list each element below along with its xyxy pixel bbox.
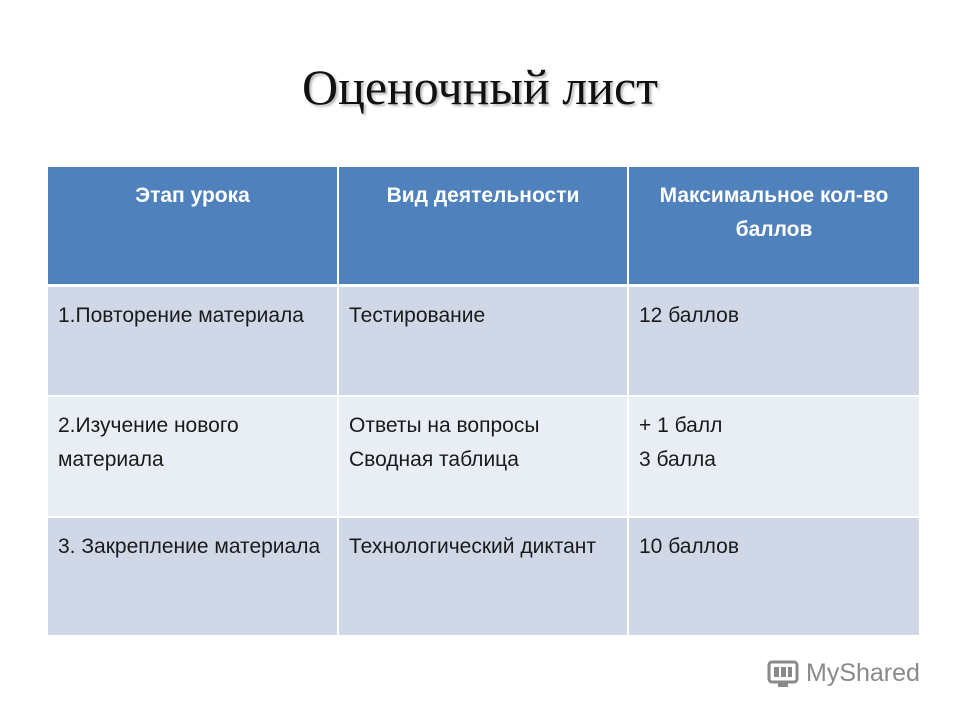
- cell-activity: [338, 396, 628, 517]
- myshared-logo-icon: [766, 656, 800, 690]
- activity-line: Технологический диктант: [349, 535, 597, 558]
- points-line: 3 балла: [639, 448, 716, 471]
- cell-points: [628, 517, 919, 636]
- activity-line: Сводная таблица: [349, 448, 519, 471]
- cell-points: [628, 396, 919, 517]
- cell-points: [628, 285, 919, 396]
- header-max-points: Максимальное кол-во баллов: [628, 167, 919, 285]
- table-row: [48, 285, 919, 396]
- table-row: [48, 517, 919, 636]
- slide-title: Оценочный лист: [301, 59, 659, 115]
- cell-stage: 2.Изучение нового материала: [48, 396, 338, 517]
- activity-line: Тестирование: [349, 303, 486, 327]
- myshared-watermark[interactable]: [766, 656, 920, 690]
- activity-line: Ответы на вопросы: [349, 414, 540, 437]
- cell-stage: 3. Закрепление материала: [48, 517, 338, 636]
- points-line: + 1 балл: [639, 414, 723, 437]
- table-row: [48, 396, 919, 517]
- cell-activity: [338, 285, 628, 396]
- points-line: 10 баллов: [639, 535, 739, 558]
- cell-activity: [338, 517, 628, 636]
- table-header-row: [48, 167, 919, 285]
- cell-stage: 1.Повторение материала: [48, 285, 338, 396]
- header-activity: Вид деятельности: [338, 167, 628, 285]
- header-stage: Этап урока: [48, 167, 338, 285]
- evaluation-table: [48, 167, 919, 637]
- points-line: 12 баллов: [639, 303, 739, 327]
- watermark-text: MyShared: [806, 658, 920, 687]
